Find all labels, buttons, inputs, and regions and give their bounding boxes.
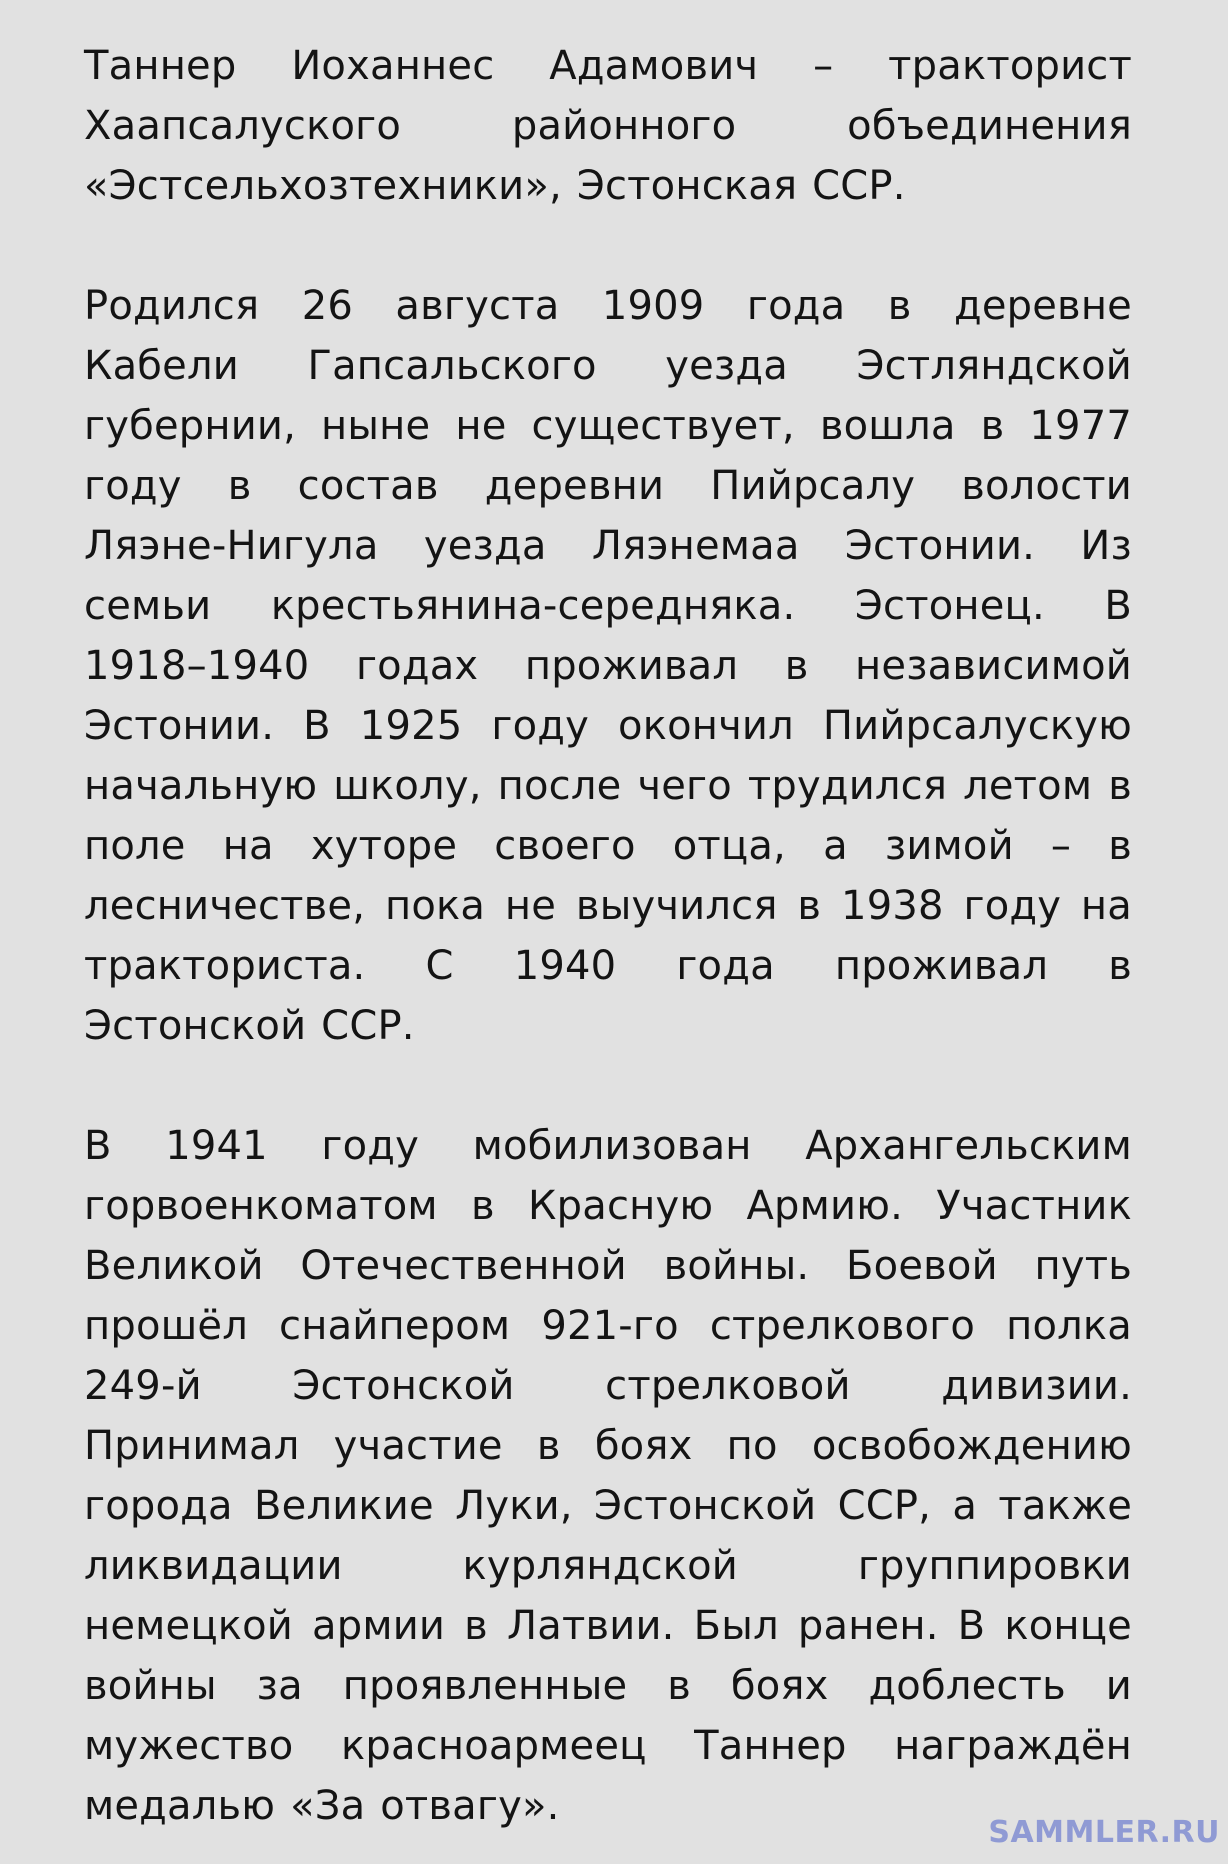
site-watermark: SAMMLER.RU <box>988 1815 1220 1850</box>
paragraph-biography: Родился 26 августа 1909 года в деревне Кабели Гапсальского уезда Эстляндской губернии, ныне не существует, вошла в 1977 году в состав деревни Пийрсалу волости Ляэне-Нигула уезда Ляэнемаа Эстонии. Из семьи крестьянина-середняка. Эстонец. В 1918–1940 годах проживал в независимой Эстонии. В 1925 году окончил Пийрсалускую начальную школу, после чего трудился летом в поле на хуторе своего отца, а зимой – в лесничестве, пока не выучился в 1938 году на тракториста. С 1940 года проживал в Эстонской ССР. <box>84 283 1132 1049</box>
document-body <box>84 36 1132 1836</box>
paragraph-war-service: В 1941 году мобилизован Архангельским горвоенкоматом в Красную Армию. Участник Великой Отечественной войны. Боевой путь прошёл снайпером 921-го стрелкового полка 249-й Эстонской стрелковой дивизии. Принимал участие в боях по освобождению города Великие Луки, Эстонской ССР, а также ликвидации курляндской группировки немецкой армии в Латвии. Был ранен. В конце войны за проявленные в боях доблесть и мужество красноармеец Таннер награждён медалью «За отвагу». <box>84 1123 1132 1829</box>
paragraph-spacer <box>84 1056 1132 1116</box>
paragraph-spacer <box>84 216 1132 276</box>
paragraph-intro: Таннер Иоханнес Адамович – тракторист Хаапсалуского районного объединения «Эстсельхозтехники», Эстонская ССР. <box>84 43 1132 209</box>
